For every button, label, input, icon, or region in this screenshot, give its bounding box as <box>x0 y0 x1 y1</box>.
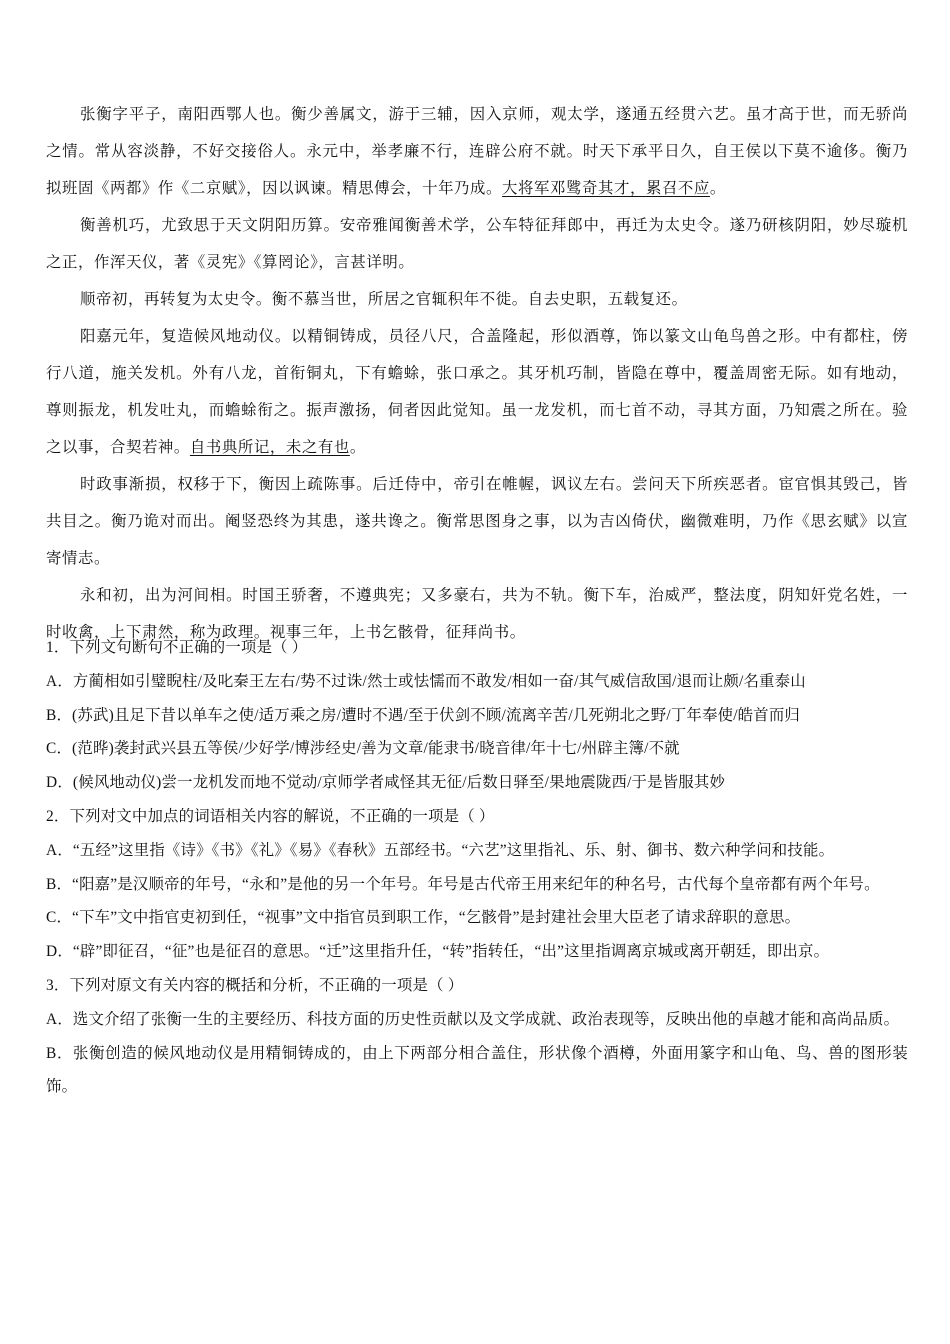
option-d: D．(候风地动仪)尝一龙机发而地不觉动/京师学者咸怪其无征/后数日驿至/果地震陇西/于是皆服其妙 <box>46 774 726 792</box>
classical-chinese-passage <box>46 96 908 651</box>
passage-punctuation: 。 <box>709 179 726 197</box>
question-stem: 3．下列对原文有关内容的概括和分析，不正确的一项是（ ） <box>46 976 464 994</box>
passage-paragraph-3: 顺帝初，再转复为太史令。衡不慕当世，所居之官辄积年不徙。自去史职，五载复还。 <box>80 290 688 308</box>
question-stem: 2．下列对文中加点的词语相关内容的解说，不正确的一项是（ ） <box>46 807 495 825</box>
question-3 <box>46 969 908 1104</box>
option-c: C．(范晔)袭封武兴县五等侯/少好学/博涉经史/善为文章/能隶书/晓音律/年十七/州辟主簿/不就 <box>46 740 680 758</box>
passage-paragraph-1 <box>46 96 908 207</box>
passage-paragraph-5: 时政事渐损，权移于下，衡因上疏陈事。后迁侍中，帝引在帷幄，讽议左右。尝问天下所疾恶者。宦官惧其毁己，皆共目之。衡乃诡对而出。阉竖恐终为其患，遂共谗之。衡常思图身之事，以为吉凶倚伏，幽微难明，乃作《思玄赋》以宣寄情志。 <box>46 475 908 567</box>
option-c: C．“下车”文中指官吏初到任，“视事”文中指官员到职工作，“乞骸骨”是封建社会里大臣老了请求辞职的意思。 <box>46 909 801 927</box>
passage-paragraph-4 <box>46 318 908 466</box>
passage-paragraph-2: 衡善机巧，尤致思于天文阴阳历算。安帝雅闻衡善术学，公车特征拜郎中，再迁为太史令。遂乃研核阴阳，妙尽璇机之正，作浑天仪，著《灵宪》《算罔论》，言甚详明。 <box>46 216 908 271</box>
question-section <box>46 631 908 1104</box>
option-b: B．“阳嘉”是汉顺帝的年号，“永和”是他的另一个年号。年号是古代帝王用来纪年的种名号，古代每个皇帝都有两个年号。 <box>46 875 880 893</box>
option-b: B．(苏武)且足下昔以单车之使/适万乘之房/遭时不遇/至于伏剑不顾/流离辛苦/几死朔北之野/丁年奉使/皓首而归 <box>46 706 801 724</box>
passage-text: 阳嘉元年，复造候风地动仪。以精铜铸成，员径八尺，合盖隆起，形似酒尊，饰以篆文山龟鸟兽之形。中有都柱，傍行八道，施关发机。外有八龙，首衔铜丸，下有蟾蜍，张口承之。其牙机巧制，皆隐在尊中，覆盖周密无际。如有地动，尊则振龙，机发吐丸，而蟾蜍衔之。振声激扬，伺者因此觉知。虽一龙发机，而七首不动，寻其方面，乃知震之所在。验之以事，合契若神。 <box>46 327 908 456</box>
passage-text: 张衡字平子，南阳西鄂人也。衡少善属文，游于三辅，因入京师，观太学，遂通五经贯六艺。虽才高于世，而无骄尚之情。常从容淡静，不好交接俗人。永元中，举孝廉不行，连辟公府不就。时天下承平日久，自王侯以下莫不逾侈。衡乃拟班固《两都》作《二京赋》，因以讽谏。精思傅会，十年乃成。 <box>46 105 908 197</box>
passage-paragraph-6: 永和初，出为河间相。时国王骄奢，不遵典宪；又多豪右，共为不轨。衡下车，治威严，整法度，阴知奸党名姓，一时收禽，上下肃然，称为政理。视事三年，上书乞骸骨，征拜尚书。 <box>46 586 908 641</box>
question-1 <box>46 631 908 800</box>
option-a: A．方蔺相如引璧睨柱/及叱秦王左右/势不过诛/然士或怯懦而不敢发/相如一奋/其气威信敌国/退而让颇/名重泰山 <box>46 672 806 690</box>
option-b: B．张衡创造的候风地动仪是用精铜铸成的，由上下两部分相合盖住，形状像个酒樽，外面用篆字和山龟、鸟、兽的图形装饰。 <box>46 1044 908 1096</box>
question-stem: 1．下列文句断句不正确的一项是（ ） <box>46 639 308 656</box>
option-a: A．选文介绍了张衡一生的主要经历、科技方面的历史性贡献以及文学成就、政治表现等，反映出他的卓越才能和高尚品质。 <box>46 1010 900 1028</box>
option-d: D．“辟”即征召，“征”也是征召的意思。“迁”这里指升任，“转”指转任，“出”这里指调离京城或离开朝廷，即出京。 <box>46 943 830 961</box>
passage-punctuation: 。 <box>349 438 366 456</box>
underlined-sentence: 大将军邓骘奇其才，累召不应 <box>502 179 710 197</box>
question-2 <box>46 800 908 969</box>
option-a: A．“五经”这里指《诗》《书》《礼》《易》《春秋》五部经书。“六艺”这里指礼、乐、射、御书、数六种学问和技能。 <box>46 841 835 859</box>
underlined-sentence: 自书典所记，未之有也 <box>189 438 350 456</box>
